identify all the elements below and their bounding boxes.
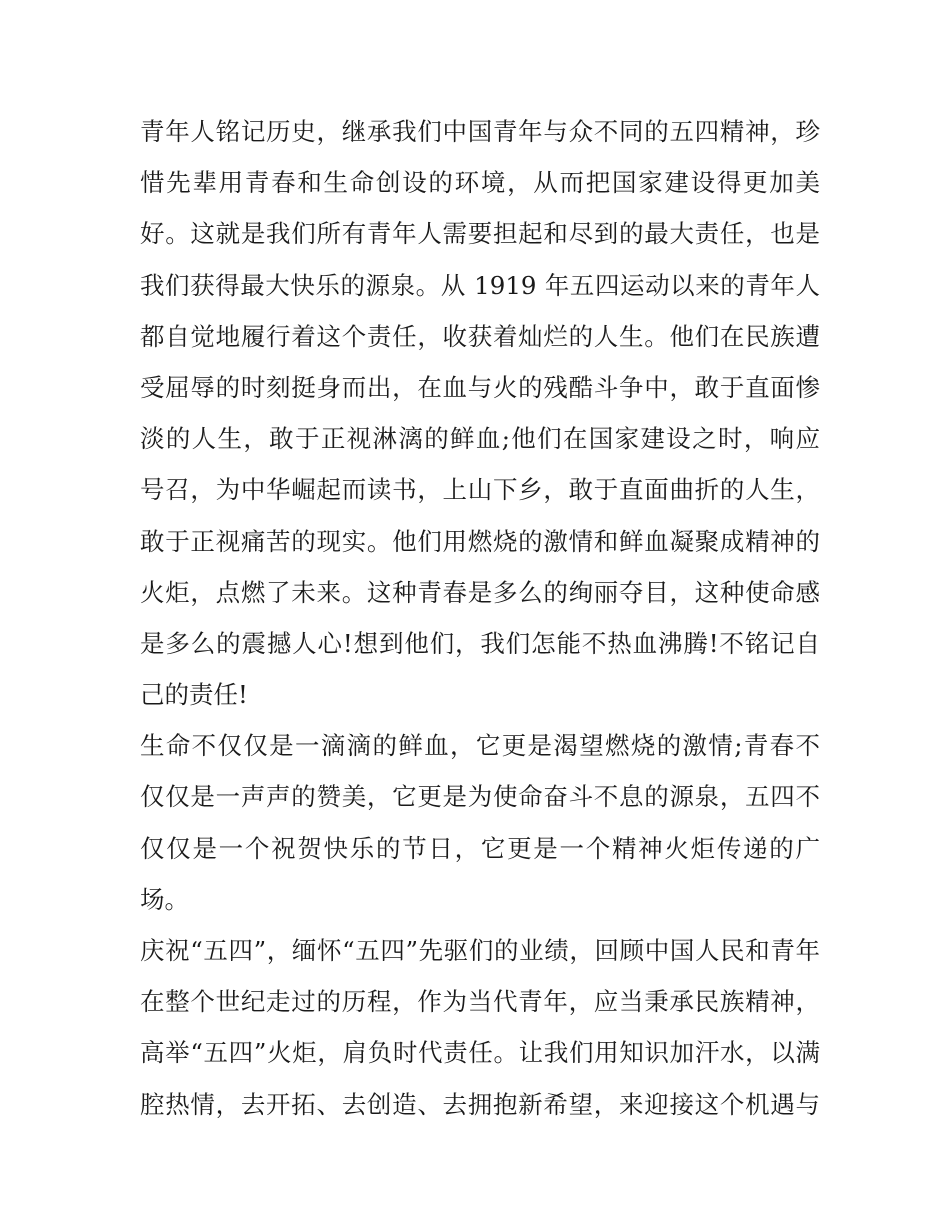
text-line: 受屈辱的时刻挺身而出，在血与火的残酷斗争中，敢于直面惨 [140,372,820,402]
text-line: 是多么的震撼人心!想到他们，我们怎能不热血沸腾!不铭记自 [140,628,820,658]
text-line: 惜先辈用青春和生命创设的环境，从而把国家建设得更加美 [140,168,820,198]
text-line: 仅仅是一声声的赞美，它更是为使命奋斗不息的源泉，五四不 [140,782,820,812]
text-line: 我们获得最大快乐的源泉。从 1919 年五四运动以来的青年人 [140,270,820,300]
text-line: 在整个世纪走过的历程，作为当代青年，应当秉承民族精神， [140,987,820,1017]
text-line: 庆祝“五四”，缅怀“五四”先驱们的业绩，回顾中国人民和青年 [140,936,820,965]
text-line: 腔热情，去开拓、去创造、去拥抱新希望，来迎接这个机遇与 [140,1089,820,1119]
document-body [140,106,820,1130]
text-line: 生命不仅仅是一滴滴的鲜血，它更是渴望燃烧的激情;青春不 [140,731,820,761]
text-line: 火炬，点燃了未来。这种青春是多么的绚丽夺目，这种使命感 [140,577,820,607]
text-line: 敢于正视痛苦的现实。他们用燃烧的激情和鲜血凝聚成精神的 [140,526,820,556]
text-line: 青年人铭记历史，继承我们中国青年与众不同的五四精神，珍 [140,117,820,146]
text-line: 仅仅是一个祝贺快乐的节日，它更是一个精神火炬传递的广 [140,833,820,863]
text-line: 场。 [140,884,189,914]
text-line: 好。这就是我们所有青年人需要担起和尽到的最大责任，也是 [140,219,820,249]
text-line: 号召，为中华崛起而读书，上山下乡，敢于直面曲折的人生， [140,475,820,505]
paragraph-3 [140,925,820,1130]
paragraph-2 [140,720,820,925]
text-line: 己的责任! [140,680,248,710]
text-line: 高举“五四”火炬，肩负时代责任。让我们用知识加汗水，以满 [140,1038,820,1068]
text-line: 都自觉地履行着这个责任，收获着灿烂的人生。他们在民族遭 [140,321,820,351]
paragraph-1 [140,106,820,720]
text-line: 淡的人生，敢于正视淋漓的鲜血;他们在国家建设之时，响应 [140,424,820,454]
